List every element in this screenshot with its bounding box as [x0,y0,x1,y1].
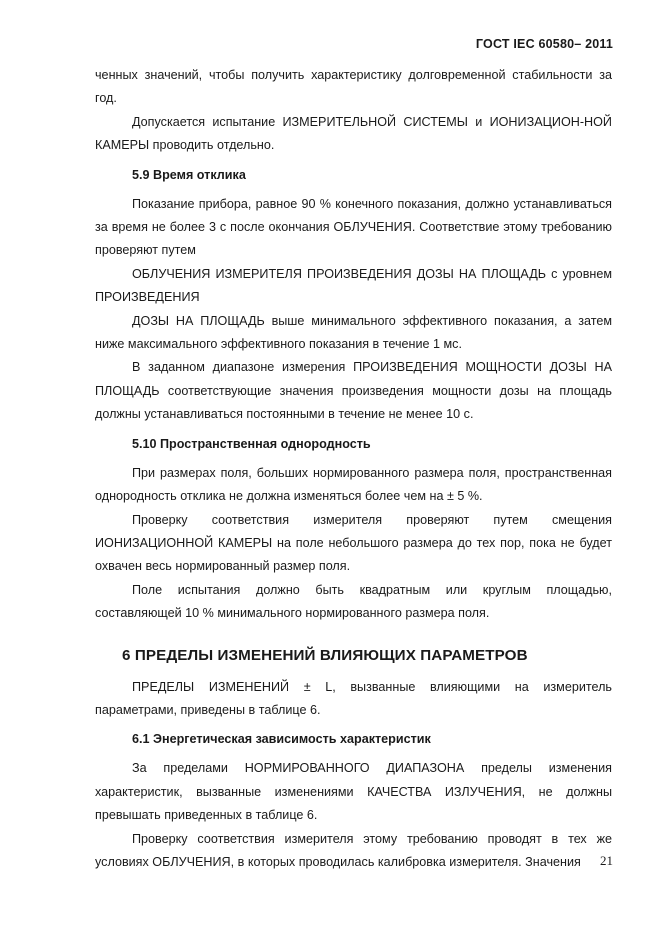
paragraph-irradiation-method: ОБЛУЧЕНИЯ ИЗМЕРИТЕЛЯ ПРОИЗВЕДЕНИЯ ДОЗЫ НА ПЛОЩАДЬ с уровнем ПРОИЗВЕДЕНИЯ [95,266,612,305]
heading-5-10: 5.10 Пространственная однородность [132,436,371,451]
paragraph-response-time: Показание прибора, равное 90 % конечного показания, должно устанавливаться за время не более 3 с после окончания ОБЛУЧЕНИЯ. Соответствие этому требованию проверяют путем [95,196,612,258]
heading-6-1: 6.1 Энергетическая зависимость характеристик [132,732,431,747]
paragraph-dose-area: ДОЗЫ НА ПЛОЩАДЬ выше минимального эффективного показания, а затем ниже максимального эффективного показания в течение 1 мс. [95,313,612,352]
heading-section-6: 6 ПРЕДЕЛЫ ИЗМЕНЕНИЙ ВЛИЯЮЩИХ ПАРАМЕТРОВ [122,646,528,664]
page-body [95,64,612,874]
document-code: ГОСТ IEC 60580– 2011 [475,37,613,51]
paragraph-chamber-shift: Проверку соответствия измерителя проверяют путем смещения ИОНИЗАЦИОННОЙ КАМЕРЫ на поле небольшого размера до тех пор, пока не будет охвачен весь нормированный размер поля. [95,512,612,574]
paragraph-uniformity: При размерах поля, больших нормированного размера поля, пространственная однородность отклика не должна изменяться более чем на ± 5 %. [95,465,612,504]
paragraph-continuation: ченных значений, чтобы получить характеристику долговременной стабильности за год. [95,68,612,106]
heading-5-9: 5.9 Время отклика [132,167,246,182]
paragraph-variation-limits: ПРЕДЕЛЫ ИЗМЕНЕНИЙ ± L, вызванные влияющими на измеритель параметрами, приведены в таблице 6. [95,679,612,717]
paragraph-dose-rate-range: В заданном диапазоне измерения ПРОИЗВЕДЕНИЯ МОЩНОСТИ ДОЗЫ НА ПЛОЩАДЬ соответствующие значения произведения мощности дозы на площадь должны устанавливаться постоянными в течение не менее 10 с. [95,360,612,422]
paragraph-separate-testing: Допускается испытание ИЗМЕРИТЕЛЬНОЙ СИСТЕМЫ и ИОНИЗАЦИОН-НОЙ КАМЕРЫ проводить отдельно. [95,114,612,153]
paragraph-energy-dependence: За пределами НОРМИРОВАННОГО ДИАПАЗОНА пределы изменения характеристик, вызванные изменениями КАЧЕСТВА ИЗЛУЧЕНИЯ, не должны превышать приведенных в таблице 6. [95,761,612,823]
page-number: 21 [600,853,613,868]
paragraph-test-field: Поле испытания должно быть квадратным или круглым площадью, составляющей 10 % минимального нормированного размера поля. [95,582,612,621]
paragraph-compliance-check: Проверку соответствия измерителя этому требованию проводят в тех же условиях ОБЛУЧЕНИЯ, в которых проводилась калибровка измерителя. Значения [95,831,612,869]
